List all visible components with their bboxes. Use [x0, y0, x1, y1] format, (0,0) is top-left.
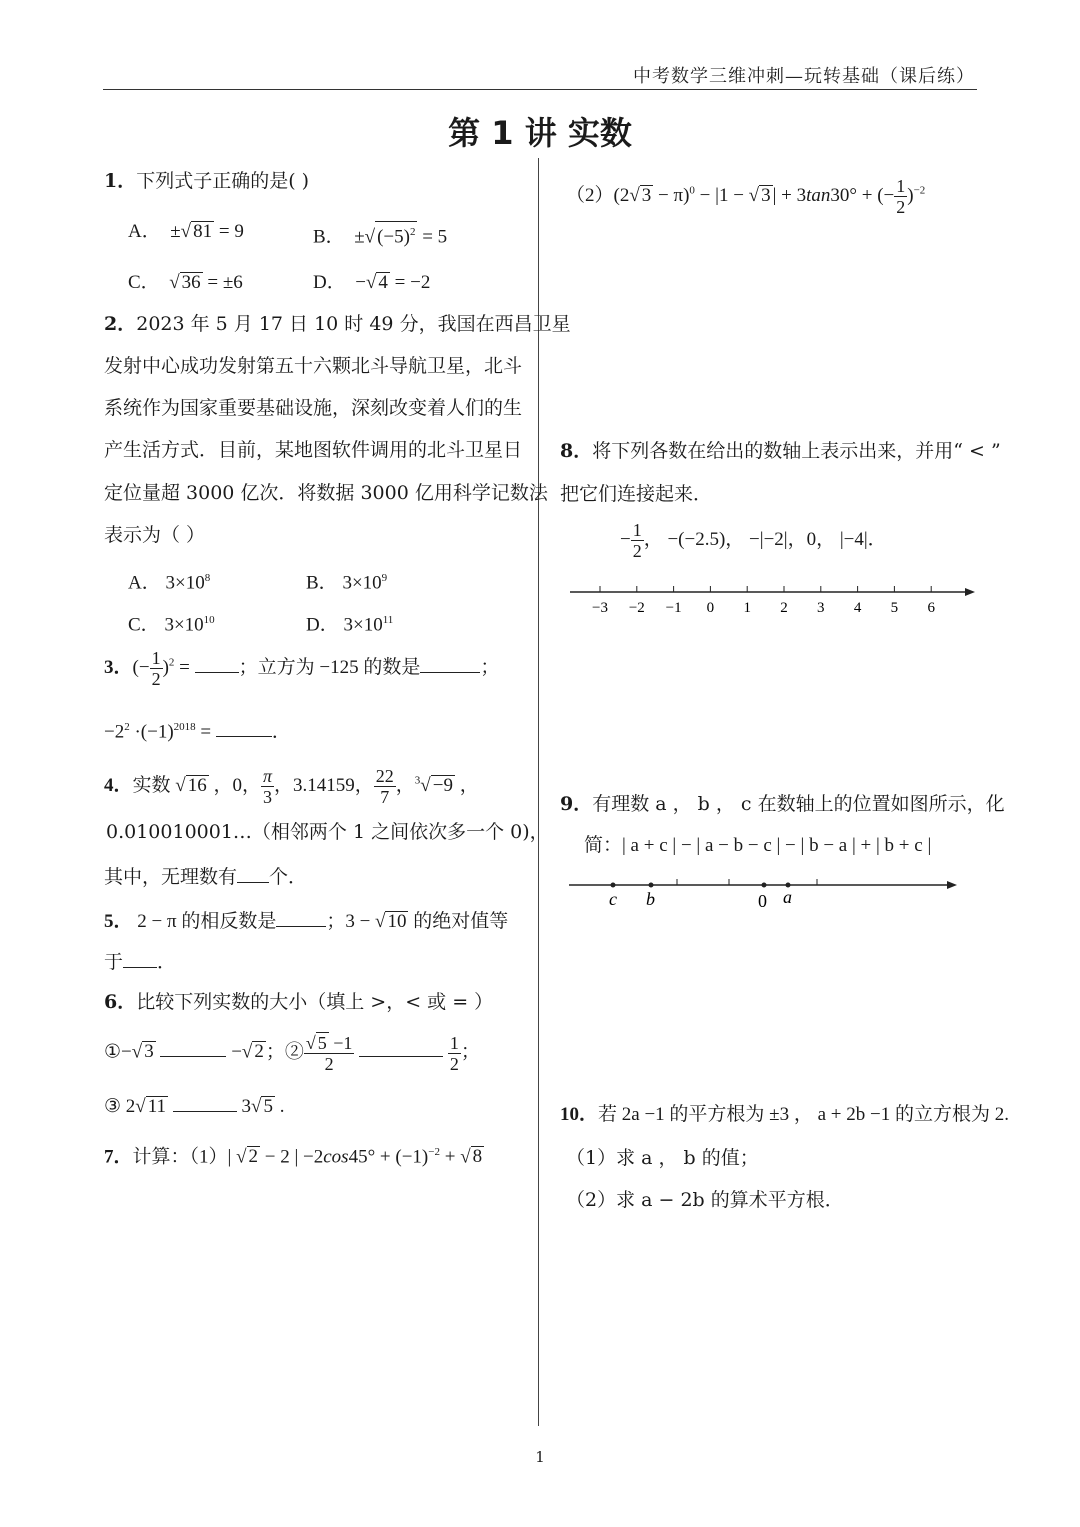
q1-option-d: D． −√ 4 = −2 — [313, 272, 431, 293]
q8-tick-label: 3 — [817, 600, 825, 616]
q7-part-1: 7．计算：（1）| √ 2 − 2 | $-2\cos 45^\circ + (-1)^{-2}$ + √ 8 — [104, 1146, 483, 1168]
q8-number-line — [565, 578, 985, 626]
q9-point-0 — [762, 883, 767, 888]
q3-line-2: $-2^2 \cdot(-1)^{2018}$ = ． — [104, 716, 291, 743]
q10-line-2: （1）求 a ， b 的值； — [566, 1147, 759, 1169]
q2-line-6: 表示为（ ） — [104, 524, 206, 546]
q9-label-b: b — [646, 889, 655, 909]
q8-line-1: 8．将下列各数在给出的数轴上表示出来，并用“ < ” — [560, 440, 1001, 462]
q9-arrow — [947, 881, 957, 889]
q6-line-1: ①−√ 3 −√ 2 ；② $\frac{√ 5 -1}{2}$ $\frac{1}{2}$ ； — [104, 1032, 480, 1074]
page-title: 第 1 讲 实数 — [448, 114, 632, 152]
q10-line-3: （2）求 a − 2b 的算术平方根． — [566, 1189, 844, 1211]
q4-line-1: 4．实数 √ 16 ，0， $\frac{\pi}{3}$ ，3.14159， $\frac{22}{7}$ ，$^3$√ −9 ， — [104, 766, 479, 807]
q5-blank-1[interactable] — [276, 908, 326, 927]
q3-blank-2[interactable] — [420, 654, 480, 673]
q2-option-b: B． $3\times 10^9$ — [306, 572, 388, 594]
q2-line-1: 2．2023 年 5 月 17 日 10 时 49 分，我国在西昌卫星 — [104, 313, 571, 335]
q8-tick-label: 4 — [853, 600, 862, 616]
q2-line-5: 定位量超 3000 亿次．将数据 3000 亿用科学记数法 — [104, 482, 548, 504]
q2-option-a: A． $3\times 10^8$ — [128, 572, 211, 594]
q9-line-2: 简：| a + c | − | a − b − c | − | b − a | + | b + c | — [584, 835, 932, 856]
q8-tick-label: −3 — [592, 600, 608, 616]
q8-tick-label: 5 — [890, 600, 899, 616]
q8-tick-label: 0 — [706, 600, 715, 616]
column-divider — [538, 158, 539, 1426]
q6-blank-3[interactable] — [173, 1093, 237, 1112]
q6-stem: 6．比较下列实数的大小（填上 >，< 或 = ） — [104, 991, 494, 1013]
q8-number-list: − $\frac{1}{2}$ ， −(−2.5)， −|−2|，0， |−4|． — [620, 520, 887, 561]
q8-line-2: 把它们连接起来． — [560, 483, 713, 505]
q5-blank-2[interactable] — [123, 949, 157, 968]
q8-tick-label: 1 — [743, 600, 751, 616]
q1-option-a: A． ±√ 81 = 9 — [128, 221, 244, 242]
q6-blank-1[interactable] — [160, 1038, 226, 1057]
q8-tick-label: 6 — [927, 600, 935, 616]
page-number: 1 — [535, 1448, 545, 1466]
q9-point-c — [611, 883, 616, 888]
q1-option-b: B． ±√ $(-5)^2 = 5$ — [313, 221, 447, 248]
q1-stem: 1．下列式子正确的是( ) — [104, 170, 310, 192]
q8-tick-label: −2 — [628, 600, 645, 616]
q7-part-2: （2）(2√ 3 − π)$^0$ − |1 − √ 3 | + 3tan30° + (− $\frac{1}{2}$ )$^{-2}$ — [566, 176, 926, 217]
q3-blank-1[interactable] — [195, 654, 239, 673]
q9-point-b — [649, 883, 654, 888]
q9-label-a: a — [783, 887, 792, 907]
q3-line-1: 3．(− $\frac{1}{2}$ )$^2$ = ；立方为 −125 的数是 ； — [104, 648, 500, 689]
q8-arrow — [965, 588, 975, 596]
q4-blank[interactable] — [237, 864, 269, 883]
q9-label-0: 0 — [758, 891, 767, 911]
q2-option-c: C． $3\times 10^{10}$ — [128, 614, 215, 636]
q3-blank-3[interactable] — [216, 718, 272, 737]
q9-label-c: c — [609, 889, 617, 909]
running-header: 中考数学三维冲刺—玩转基础（课后练） — [633, 66, 975, 87]
q2-option-d: D． $3\times 10^{11}$ — [306, 614, 394, 636]
q6-blank-2[interactable] — [359, 1038, 443, 1057]
q8-tick-label: 2 — [780, 600, 788, 616]
q2-line-3: 系统作为国家重要基础设施，深刻改变着人们的生 — [104, 397, 523, 419]
q2-line-2: 发射中心成功发射第五十六颗北斗导航卫星，北斗 — [104, 355, 523, 377]
header-rule — [103, 89, 977, 90]
q9-line-1: 9．有理数 a ， b ， c 在数轴上的位置如图所示，化 — [560, 793, 1005, 815]
q4-line-2: 0.010010001…（相邻两个 1 之间依次多一个 0)， — [106, 821, 549, 843]
q5-line-2: 于 ． — [104, 951, 177, 973]
q5-line-1: 5． 2 − π 的相反数是 ；3 − √ 10 的绝对值等 — [104, 908, 508, 933]
q8-tick-label: −1 — [665, 600, 682, 616]
q9-number-line — [565, 872, 965, 912]
q4-line-3: 其中，无理数有 个． — [104, 866, 308, 888]
q2-line-4: 产生活方式．目前，某地图软件调用的北斗卫星日 — [104, 439, 523, 461]
q1-option-c: C． √ 36 = ±6 — [128, 272, 243, 293]
q6-line-2: ③ 2√ 11 3√ 5 . — [104, 1093, 284, 1118]
q10-line-1: 10．若 2a −1 的平方根为 ±3 ， a + 2b −1 的立方根为 2. — [560, 1104, 1009, 1125]
